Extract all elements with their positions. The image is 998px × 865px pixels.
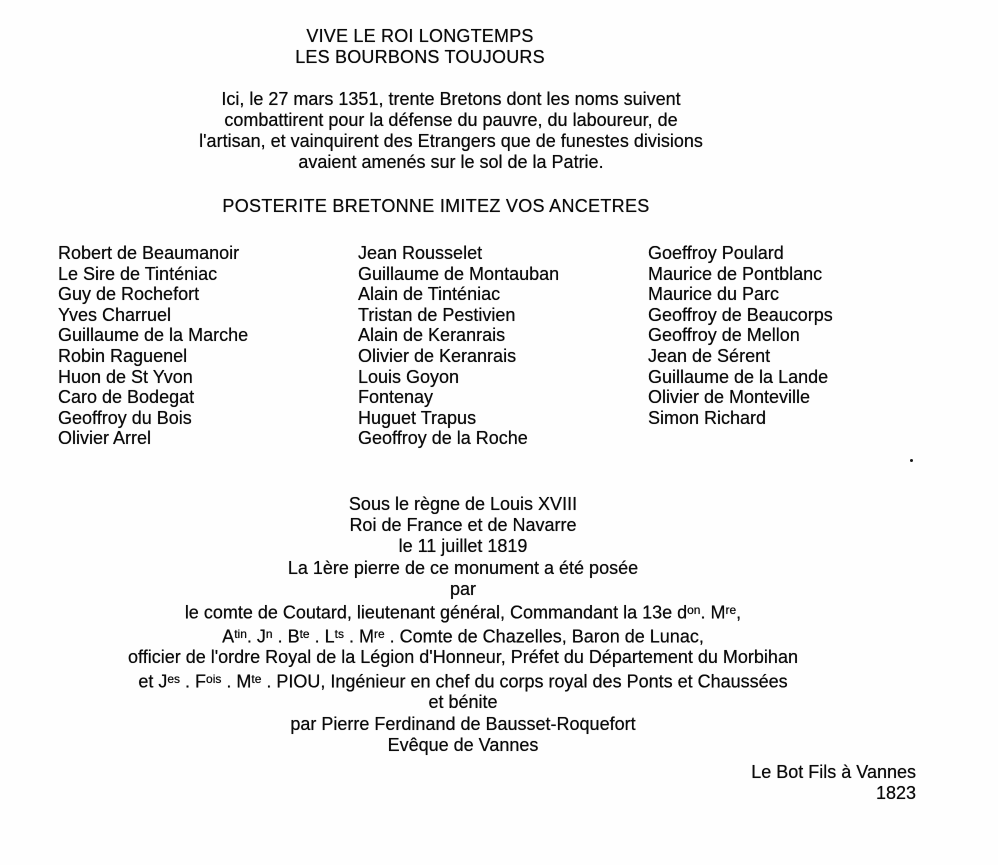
combatant-name: Alain de Keranrais bbox=[358, 325, 506, 346]
motto-line: POSTERITE BRETONNE IMITEZ VOS ANCETRES bbox=[222, 196, 650, 216]
combatant-name: Guy de Rochefort bbox=[58, 284, 200, 305]
combatant-name: Geoffroy du Bois bbox=[58, 407, 192, 428]
intro-line: l'artisan, et vainquirent des Etrangers que de funestes divisions bbox=[199, 131, 703, 151]
dedication-line bbox=[0, 624, 926, 648]
text-run: . J bbox=[246, 626, 266, 647]
scan-speck bbox=[910, 459, 913, 462]
superscript-abbrev: n bbox=[265, 626, 273, 641]
intro-paragraph bbox=[0, 89, 998, 173]
dedication-line: par bbox=[449, 578, 476, 599]
names-column-3 bbox=[648, 243, 833, 428]
title-line: VIVE LE ROI LONGTEMPS bbox=[306, 26, 534, 46]
combatant-name: Jean de Sérent bbox=[648, 345, 771, 366]
dedication-line: La 1ère pierre de ce monument a été posée bbox=[287, 557, 639, 578]
dedication-line bbox=[0, 600, 926, 624]
text-run: . F bbox=[180, 671, 207, 692]
intro-line: Ici, le 27 mars 1351, trente Bretons dont les noms suivent bbox=[221, 89, 681, 109]
text-run: A bbox=[222, 626, 235, 647]
combatant-name: Olivier Arrel bbox=[58, 428, 152, 449]
dedication-line: Roi de France et de Navarre bbox=[349, 515, 577, 536]
title-line: LES BOURBONS TOUJOURS bbox=[295, 47, 545, 67]
text-run: . Comte de Chazelles, Baron de Lunac, bbox=[384, 626, 704, 647]
combatant-name: Olivier de Keranrais bbox=[358, 345, 517, 366]
superscript-abbrev: tin bbox=[234, 626, 247, 641]
text-run: . M bbox=[700, 602, 726, 623]
text-run: . L bbox=[309, 626, 335, 647]
combatant-name: Fontenay bbox=[358, 387, 434, 408]
superscript-abbrev: te bbox=[251, 671, 262, 686]
superscript-abbrev: ts bbox=[334, 626, 344, 641]
combatant-name: Robin Raguenel bbox=[58, 345, 188, 366]
text-run: , bbox=[736, 602, 742, 623]
combatant-name: Caro de Bodegat bbox=[58, 387, 195, 408]
dedication-line: Sous le règne de Louis XVIII bbox=[348, 494, 578, 514]
superscript-abbrev: te bbox=[299, 626, 310, 641]
dedication-line bbox=[0, 669, 926, 693]
signature-name: Le Bot Fils à Vannes bbox=[751, 762, 916, 782]
text-run: . M bbox=[221, 671, 252, 692]
dedication-line: le 11 juillet 1819 bbox=[398, 536, 528, 557]
combatant-name: Jean Rousselet bbox=[358, 243, 483, 263]
dedication-line: officier de l'ordre Royal de la Légion d'Honneur, Préfet du Département du Morbihan bbox=[128, 647, 798, 668]
dedication-block bbox=[0, 494, 998, 756]
combatant-name: Guillaume de Montauban bbox=[358, 263, 560, 284]
superscript-abbrev: ois bbox=[206, 671, 222, 686]
combatant-name: Goeffroy Poulard bbox=[648, 243, 784, 263]
text-run: . M bbox=[343, 626, 374, 647]
combatant-name: Robert de Beaumanoir bbox=[58, 243, 240, 263]
text-run: et J bbox=[138, 671, 168, 692]
text-run: . PIOU, Ingénieur en chef du corps royal des Ponts et Chaussées bbox=[261, 671, 788, 692]
combatant-name: Maurice de Pontblanc bbox=[648, 263, 823, 284]
signature-year: 1823 bbox=[875, 783, 916, 803]
combatant-name: Huguet Trapus bbox=[358, 407, 477, 428]
combatant-name: Huon de St Yvon bbox=[58, 366, 193, 387]
combatant-name: Alain de Tinténiac bbox=[358, 284, 501, 305]
dedication-line: et bénite bbox=[428, 692, 498, 713]
text-run: . B bbox=[272, 626, 300, 647]
superscript-abbrev: es bbox=[167, 671, 181, 686]
signature-block bbox=[751, 762, 916, 804]
combatant-name: Geoffroy de Beaucorps bbox=[648, 304, 833, 325]
superscript-abbrev: re bbox=[725, 603, 737, 618]
combatant-name: Guillaume de la Marche bbox=[58, 325, 249, 346]
intro-line: combattirent pour la défense du pauvre, du laboureur, de bbox=[224, 110, 678, 130]
dedication-line: par Pierre Ferdinand de Bausset-Roquefort bbox=[290, 713, 636, 734]
superscript-abbrev: on bbox=[687, 603, 701, 618]
names-column-2 bbox=[358, 243, 559, 449]
combatant-name: Le Sire de Tinténiac bbox=[58, 263, 218, 284]
intro-line: avaient amenés sur le sol de la Patrie. bbox=[298, 152, 604, 172]
names-columns bbox=[0, 243, 998, 453]
combatant-name: Olivier de Monteville bbox=[648, 387, 811, 408]
combatant-name: Yves Charruel bbox=[58, 304, 172, 325]
title-block bbox=[0, 26, 998, 68]
combatant-name: Geoffroy de Mellon bbox=[648, 325, 800, 346]
combatant-name: Tristan de Pestivien bbox=[358, 304, 516, 325]
combatant-name: Simon Richard bbox=[648, 407, 767, 428]
dedication-line: Evêque de Vannes bbox=[387, 734, 539, 755]
combatant-name: Guillaume de la Lande bbox=[648, 366, 829, 387]
superscript-abbrev: re bbox=[373, 626, 385, 641]
combatant-name: Maurice du Parc bbox=[648, 284, 780, 305]
names-column-1 bbox=[58, 243, 248, 449]
combatant-name: Geoffroy de la Roche bbox=[358, 428, 528, 449]
text-run: le comte de Coutard, lieutenant général, Commandant la 13e d bbox=[184, 602, 688, 623]
combatant-name: Louis Goyon bbox=[358, 366, 460, 387]
